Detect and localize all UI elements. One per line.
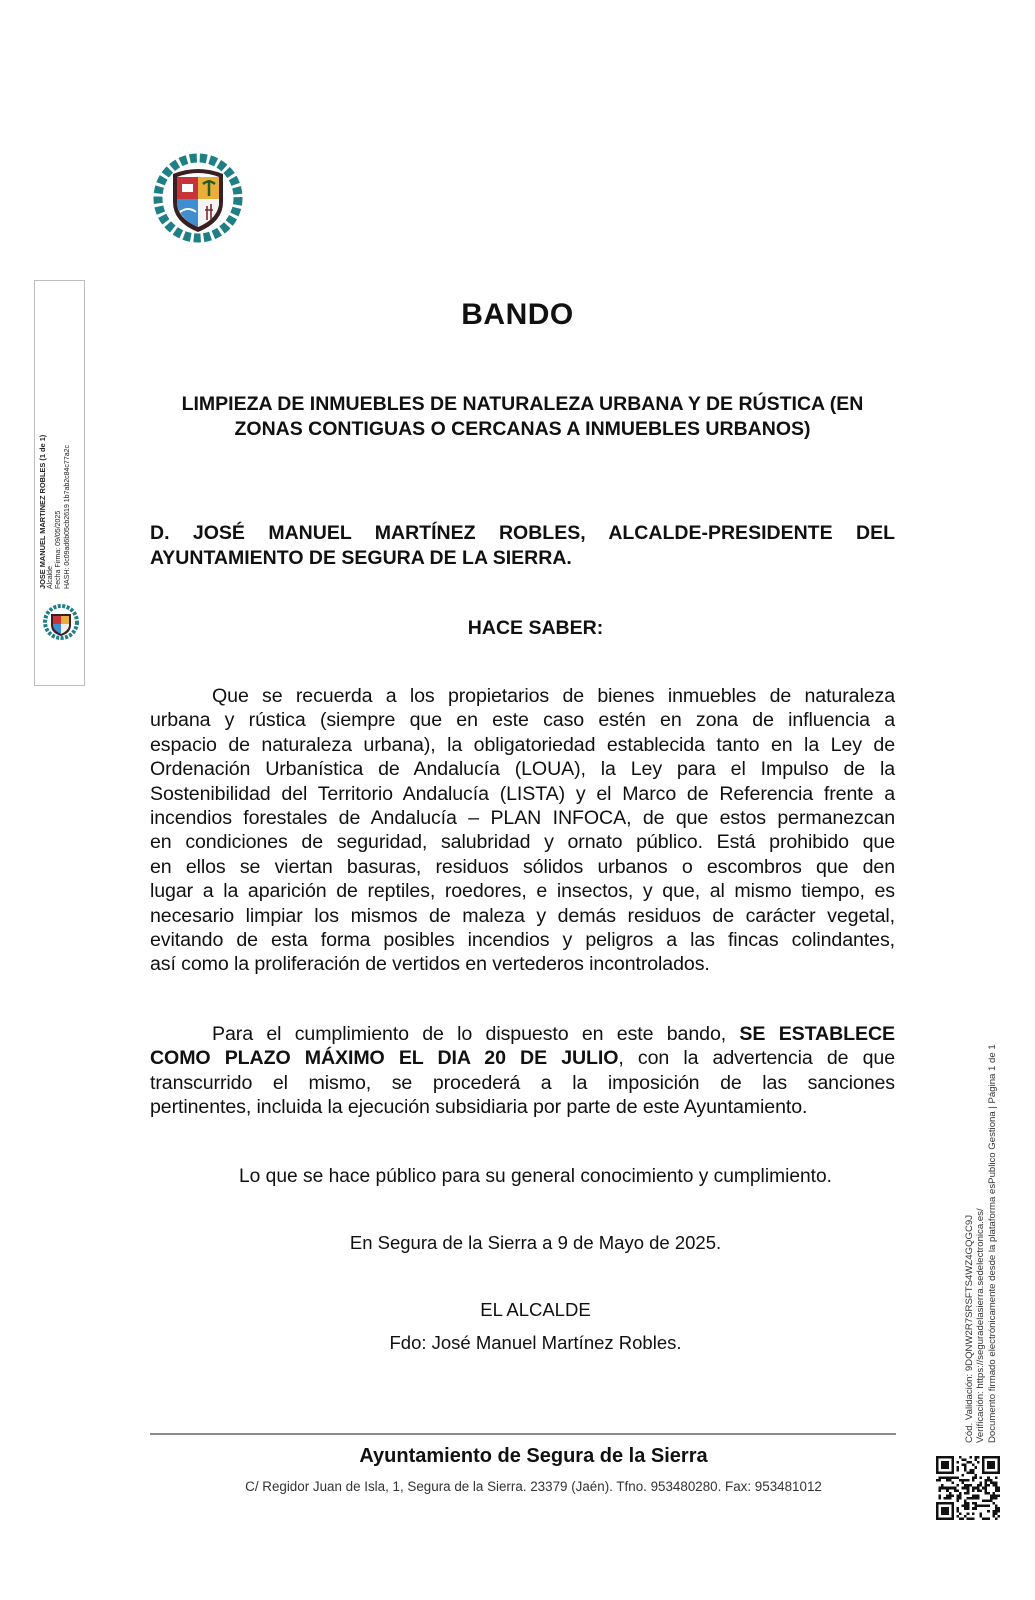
subtitle-line: ZONAS CONTIGUAS O CERCANAS A INMUEBLES URBANOS) <box>234 418 811 440</box>
deadline-warning-text: , con la advertencia de que <box>618 1047 895 1070</box>
place-and-date: En Segura de la Sierra a 9 de Mayo de 2025. <box>349 1232 722 1253</box>
document-title: BANDO <box>461 298 574 331</box>
paragraph-line: transcurrido el mismo, se procederá a la imposición de las sanciones <box>150 1071 895 1094</box>
issuer-line: D. JOSÉ MANUEL MARTÍNEZ ROBLES, ALCALDE-PRESIDENTE DEL <box>150 522 895 544</box>
verification-qr-code <box>936 1456 1000 1520</box>
signature-platform-note: Documento firmado electrónicamente desde la plataforma esPublico Gestiona | Página 1 de 1 <box>986 1044 998 1443</box>
paragraph-line: Que se recuerda a los propietarios de bienes inmuebles de naturaleza <box>212 685 895 707</box>
closing-statement: Lo que se hace público para su general conocimiento y cumplimiento. <box>238 1166 833 1187</box>
subtitle-line: LIMPIEZA DE INMUEBLES DE NATURALEZA URBANA Y DE RÚSTICA (EN <box>181 393 864 415</box>
deadline-intro-text: Para el cumplimiento de lo dispuesto en este bando, <box>212 1023 740 1045</box>
paragraph-line: espacio de naturaleza urbana), la obligatoriedad establecida tanto en la Ley de <box>150 733 895 756</box>
validation-code: Cód. Validación: 9DQNW2R7SRSFTS4WZ4GQGC9J <box>964 1214 975 1443</box>
signature-hash: HASH: 0c09ad6b05cb2619 1b7ab2c84c77a2c <box>63 444 71 589</box>
paragraph-line: así como la proliferación de vertidos en vertederos incontrolados. <box>150 953 710 976</box>
paragraph-line: lugar a la aparición de reptiles, roedores, e insectos, y que, al mismo tiempo, es <box>150 880 895 903</box>
verification-url: Verificación: https://seguradelasierra.sedelectronica.es/ <box>975 1208 987 1443</box>
signer-stamp-name: JOSE MANUEL MARTINEZ ROBLES (1 de 1) <box>38 434 47 589</box>
document-subtitle <box>150 392 895 442</box>
issuer-line: AYUNTAMIENTO DE SEGURA DE LA SIERRA. <box>150 547 572 569</box>
issuer-heading <box>150 521 895 571</box>
signature-stamp-text <box>39 389 72 589</box>
deadline-emphasis: SE ESTABLECE <box>739 1023 895 1045</box>
footer-divider <box>150 1433 896 1435</box>
paragraph-line: evitando de esta forma posibles incendios y peligros a las fincas colindantes, <box>150 929 895 952</box>
footer-address: C/ Regidor Juan de Isla, 1, Segura de la Sierra. 23379 (Jaén). Tfno. 953480280. Fax: 953481012 <box>245 1479 822 1494</box>
verification-text <box>964 1044 998 1443</box>
announcement-heading: HACE SABER: <box>467 617 604 639</box>
paragraph-line: en ellos se viertan basuras, residuos sólidos urbanos o escombros que den <box>150 855 895 878</box>
body-paragraph-2 <box>150 1022 895 1120</box>
paragraph-line: Sostenibilidad del Territorio Andalucía (LISTA) y el Marco de Referencia frente a <box>150 782 895 805</box>
paragraph-line <box>150 1022 895 1046</box>
footer-organization: Ayuntamiento de Segura de la Sierra <box>359 1445 708 1467</box>
paragraph-line: pertinentes, incluida la ejecución subsidiaria por parte de este Ayuntamiento. <box>150 1096 808 1119</box>
municipal-crest-logo <box>153 150 243 246</box>
paragraph-line: incendios forestales de Andalucía – PLAN INFOCA, de que estos permanezcan <box>150 807 895 830</box>
deadline-date-emphasis: COMO PLAZO MÁXIMO EL DIA 20 DE JULIO <box>150 1047 619 1070</box>
signer-stamp-role: Alcalde <box>47 566 55 589</box>
paragraph-line: necesario limpiar los mismos de maleza y demás residuos de carácter vegetal, <box>150 904 895 927</box>
paragraph-line: urbana y rústica (siempre que en este caso estén en zona de influencia a <box>150 709 895 732</box>
signer-name: Fdo: José Manuel Martínez Robles. <box>389 1332 682 1353</box>
paragraph-line <box>150 1046 895 1070</box>
signer-title: EL ALCALDE <box>480 1299 591 1320</box>
signature-date: Fecha Firma: 09/05/2025 <box>55 510 63 589</box>
body-paragraph-1 <box>150 684 895 977</box>
paragraph-line: Ordenación Urbanística de Andalucía (LOUA), la Ley para el Impulso de la <box>150 758 895 781</box>
paragraph-line: en condiciones de seguridad, salubridad y ornato público. Está prohibido que <box>150 831 895 854</box>
